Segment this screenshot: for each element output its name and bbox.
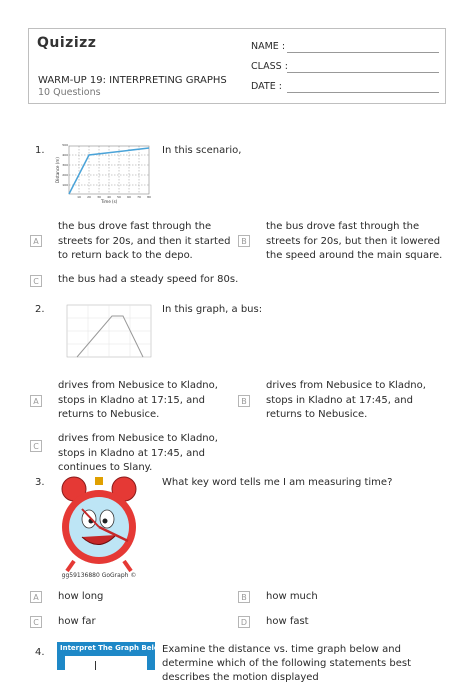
y-tick-label: 200 (62, 173, 68, 177)
graph-image-panel (57, 642, 168, 670)
worksheet-title: WARM-UP 19: INTERPRETING GRAPHS (38, 75, 227, 86)
option-letter-a[interactable]: A (30, 235, 42, 247)
option-b[interactable]: how much (266, 591, 318, 602)
option-letter-c[interactable]: C (30, 275, 42, 287)
graph-image-plot (65, 656, 147, 670)
date-label: DATE : (251, 81, 282, 92)
question-number: 2. (35, 304, 45, 315)
option-letter-b[interactable]: B (238, 235, 250, 247)
option-letter-d[interactable]: D (238, 616, 250, 628)
option-c[interactable]: how far (58, 616, 96, 627)
y-tick-label: 400 (62, 153, 68, 157)
question-number: 3. (35, 477, 45, 488)
y-tick-label: 300 (62, 163, 68, 167)
option-a[interactable]: how long (58, 591, 104, 602)
x-tick-label: 80 (147, 195, 151, 199)
name-line (287, 52, 439, 53)
alarm-clock-image (52, 473, 147, 579)
option-a[interactable]: drives from Nebusice to Kladno, stops in Kladno at 17:15, and returns to Nebusice. (58, 380, 218, 420)
worksheet-header (28, 28, 446, 104)
name-field[interactable] (251, 41, 285, 52)
x-tick-label: 30 (97, 195, 101, 199)
option-d[interactable]: how fast (266, 616, 309, 627)
option-b[interactable]: the bus drove fast through the streets for 20s, but then it lowered the speed around the main square. (266, 221, 443, 261)
question-text: Examine the distance vs. time graph below and determine which of the following statements best describes the motion displayed (162, 644, 412, 683)
question-text: In this scenario, (162, 145, 242, 156)
graph-axis (95, 661, 96, 670)
class-field[interactable] (251, 61, 288, 72)
x-tick-label: 70 (137, 195, 141, 199)
image-caption: gg59136880 GoGraph © (61, 572, 137, 579)
option-letter-c[interactable]: C (30, 440, 42, 452)
option-letter-a[interactable]: A (30, 591, 42, 603)
quizizz-logo: Quizizz (37, 35, 97, 51)
option-c[interactable]: drives from Nebusice to Kladno, stops in Kladno at 17:45, and continues to Slany. (58, 433, 218, 473)
class-label: CLASS : (251, 61, 288, 72)
option-letter-b[interactable]: B (238, 395, 250, 407)
x-tick-label: 10 (77, 195, 81, 199)
option-a[interactable]: the bus drove fast through the streets for 20s, and then it started to return back to the depo. (58, 221, 231, 261)
option-letter-a[interactable]: A (30, 395, 42, 407)
question-text: In this graph, a bus: (162, 304, 263, 315)
option-b[interactable]: drives from Nebusice to Kladno, stops in Kladno at 17:45, and returns to Nebusice. (266, 380, 426, 420)
graph-ylabel: Distance (m) (55, 157, 60, 183)
graph-xlabel: Time (s) (101, 199, 118, 204)
question-text: What key word tells me I am measuring time? (162, 477, 393, 488)
option-c[interactable]: the bus had a steady speed for 80s. (58, 274, 239, 285)
y-tick-label: 100 (62, 183, 68, 187)
x-tick-label: 60 (127, 195, 131, 199)
y-tick-label: 500 (62, 143, 68, 147)
distance-time-graph (55, 143, 155, 205)
date-field[interactable] (251, 81, 282, 92)
option-letter-c[interactable]: C (30, 616, 42, 628)
question-number: 1. (35, 145, 45, 156)
class-line (287, 72, 439, 73)
question-count: 10 Questions (38, 87, 101, 98)
x-tick-label: 20 (87, 195, 91, 199)
question-number: 4. (35, 647, 45, 658)
x-tick-label: 50 (117, 195, 121, 199)
graph-image-label: Interpret The Graph Below: (60, 644, 168, 652)
name-label: NAME : (251, 41, 286, 52)
date-line (287, 92, 439, 93)
bus-route-graph (57, 302, 154, 364)
x-tick-label: 40 (107, 195, 111, 199)
option-letter-b[interactable]: B (238, 591, 250, 603)
